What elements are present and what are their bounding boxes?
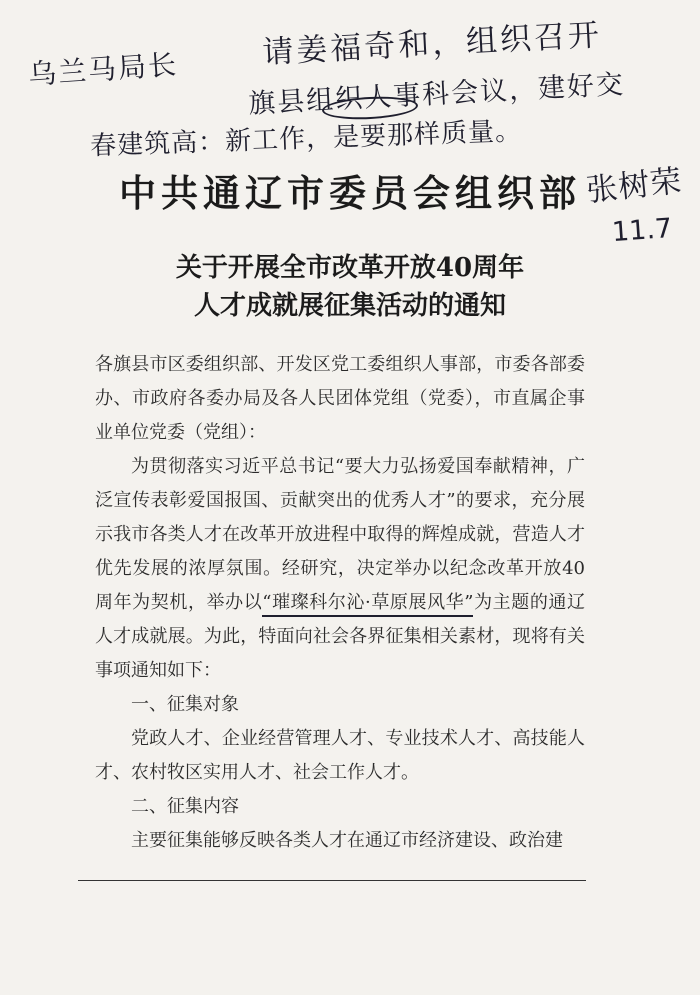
intro-text-before: 为贯彻落实习近平总书记“要大力弘扬爱国奉献精神，广泛宣传表彰爱国报国、贡献突出的优秀人才”的要求，充分展示我市各类人才在改革开放进程中取得的辉煌成就，营造人才优先发展的浓厚氛围。经研究，决定举办以纪念改革开放40周年为契机，举办以 [95,456,585,613]
footer-rule [78,880,586,881]
document-body [95,348,585,858]
handwritten-signature: 张树荣 [584,163,684,209]
handwritten-instruction-line3: 春建筑高：新工作，是要那样质量。 [89,116,523,162]
addressees-paragraph: 各旗县市区委组织部、开发区党工委组织人事部，市委各部委办、市政府各委办局及各人民团体党组（党委），市直属企事业单位党委（党组）： [95,354,585,443]
section2-heading: 二、征集内容 [131,796,239,817]
section1-text: 党政人才、企业经营管理人才、专业技术人才、高技能人才、农村牧区实用人才、社会工作人才。 [95,728,585,783]
section1-heading: 一、征集对象 [131,694,239,715]
handwritten-date: 11.7 [610,212,674,249]
document-title-line2: 人才成就展征集活动的通知 [193,291,506,321]
intro-paragraph [95,450,585,688]
intro-text-after: 为主题的通辽人才成就展。为此，特面向社会各界征集相关素材，现将有关事项通知如下： [95,592,586,681]
handwritten-recipient: 乌兰马局长 [27,47,180,92]
exhibition-theme: “璀璨科尔沁·草原展风华” [262,592,473,617]
letterhead: 中共通辽市委员会组织部 [119,172,581,215]
handwritten-instruction-line1: 请姜福奇和，组织召开 [261,17,603,71]
document-title-line1: 关于开展全市改革开放40周年 [175,253,525,283]
handwritten-instruction-line2: 旗县组织人事科会议，建好交 [247,69,626,120]
section2-text: 主要征集能够反映各类人才在通辽市经济建设、政治建 [131,830,563,851]
